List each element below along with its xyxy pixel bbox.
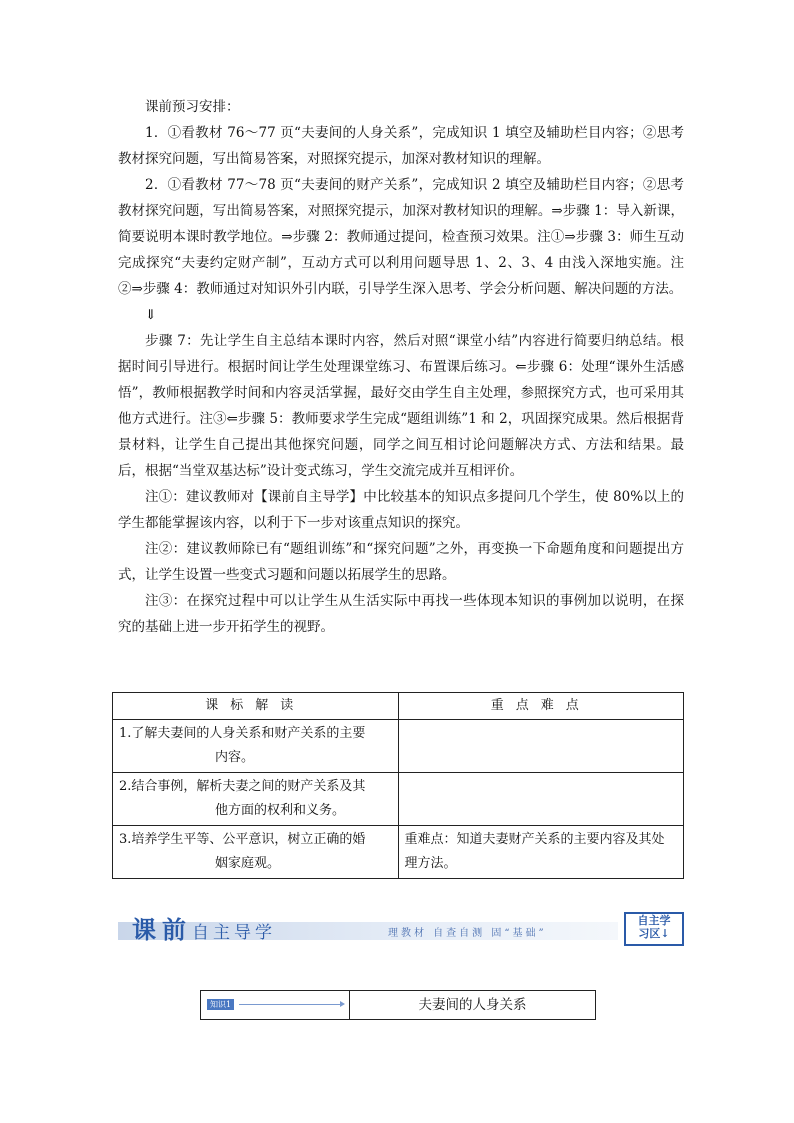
note-1: 注①：建议教师对【课前自主导学】中比较基本的知识点多提问几个学生，使 80%以上的学生都能掌握该内容，以利于下一步对该重点知识的探究。 <box>118 489 684 531</box>
knowledge-title: 夫妻间的人身关系 <box>418 997 527 1013</box>
knowledge-tag-area <box>201 991 350 1019</box>
table-cell-right: 重难点：知道夫妻财产关系的主要内容及其处理方法。 <box>398 826 684 879</box>
down-arrow: ⇓ <box>145 307 157 323</box>
banner-badge <box>624 912 684 946</box>
table-cell-left <box>113 826 399 879</box>
header-key-points: 重点难点 <box>398 693 684 720</box>
cell-text: 3.培养学生平等、公平意识，树立正确的婚 <box>119 832 366 847</box>
table-row <box>113 720 684 773</box>
preview-item-2: 2．①看教材 77～78 页“夫妻间的财产关系”，完成知识 2 填空及辅助栏目内容；②思考教材探究问题，写出简易答案，对照探究提示，加深对教材知识的理解。⇒步骤 1：导入新课，简要说明本课时教学地位。⇒步骤 2：教师通过提问，检查预习效果。注①⇒步骤 3：师生互动完成探究“夫妻约定财产制”，互动方式可以利用问题导思 1、2、3、4 由浅入深地实施。注②⇒步骤 4：教师通过对知识外引内联，引导学生深入思考、学会分析问题、解决问题的方法。 <box>118 177 684 297</box>
table-cell-left <box>113 720 399 773</box>
table-row <box>113 826 684 879</box>
knowledge-tag: 知识1 <box>207 999 234 1010</box>
table-cell-right <box>398 773 684 826</box>
cell-text: 他方面的权利和义务。 <box>215 803 346 818</box>
table-cell-left <box>113 773 399 826</box>
badge-line-1: 自主学 <box>637 914 671 927</box>
note-3: 注③：在探究过程中可以让学生从生活实际中再找一些体现本知识的事例加以说明，在探究的基础上进一步开拓学生的视野。 <box>118 593 684 635</box>
cell-text: 姻家庭观。 <box>215 856 281 871</box>
banner-motto: 理教材 自查自测 固“基础” <box>388 928 547 939</box>
table-cell-right <box>398 720 684 773</box>
steps-paragraph: 步骤 7：先让学生自主总结本课时内容，然后对照“课堂小结”内容进行简要归纳总结。根据时间引导进行。根据时间让学生处理课堂练习、布置课后练习。⇐步骤 6：处理“课外生活感悟”，教师根据教学时间和内容灵活掌握，最好交由学生自主处理，参照探究方式，也可采用其他方式进行。注③⇐步骤 5：教师要求学生完成“题组训练”1 和 2，巩固探究成果。然后根据背景材料，让学生自己提出其他探究问题，同学之间互相讨论问题解决方式、方法和结果。最后，根据“当堂双基达标”设计变式练习，学生交流完成并互相评价。 <box>118 333 684 479</box>
table-row <box>113 773 684 826</box>
table-header-row <box>113 693 684 720</box>
cell-text: 1.了解夫妻间的人身关系和财产关系的主要 <box>119 726 366 741</box>
banner-title-big: 课前 <box>132 915 192 944</box>
note-2: 注②：建议教师除已有“题组训练”和“探究问题”之外，再变换一下命题角度和问题提出方式，让学生设置一些变式习题和问题以拓展学生的思路。 <box>118 541 684 583</box>
preview-section <box>118 94 684 640</box>
standards-table <box>112 692 684 879</box>
knowledge-box <box>200 990 596 1020</box>
preview-heading: 课前预习安排： <box>145 99 240 115</box>
badge-line-2: 习区↓ <box>638 927 670 940</box>
arrow-right-icon <box>239 1004 341 1005</box>
header-standards: 课标解读 <box>113 693 399 720</box>
preview-item-1: 1．①看教材 76～77 页“夫妻间的人身关系”，完成知识 1 填空及辅助栏目内容；②思考教材探究问题，写出简易答案，对照探究提示，加深对教材知识的理解。 <box>118 125 684 167</box>
section-banner <box>118 910 684 944</box>
banner-title <box>132 910 276 945</box>
cell-text: 内容。 <box>215 750 255 765</box>
cell-text: 2.结合事例，解析夫妻之间的财产关系及其 <box>119 779 366 794</box>
banner-title-small: 自主导学 <box>192 923 276 943</box>
